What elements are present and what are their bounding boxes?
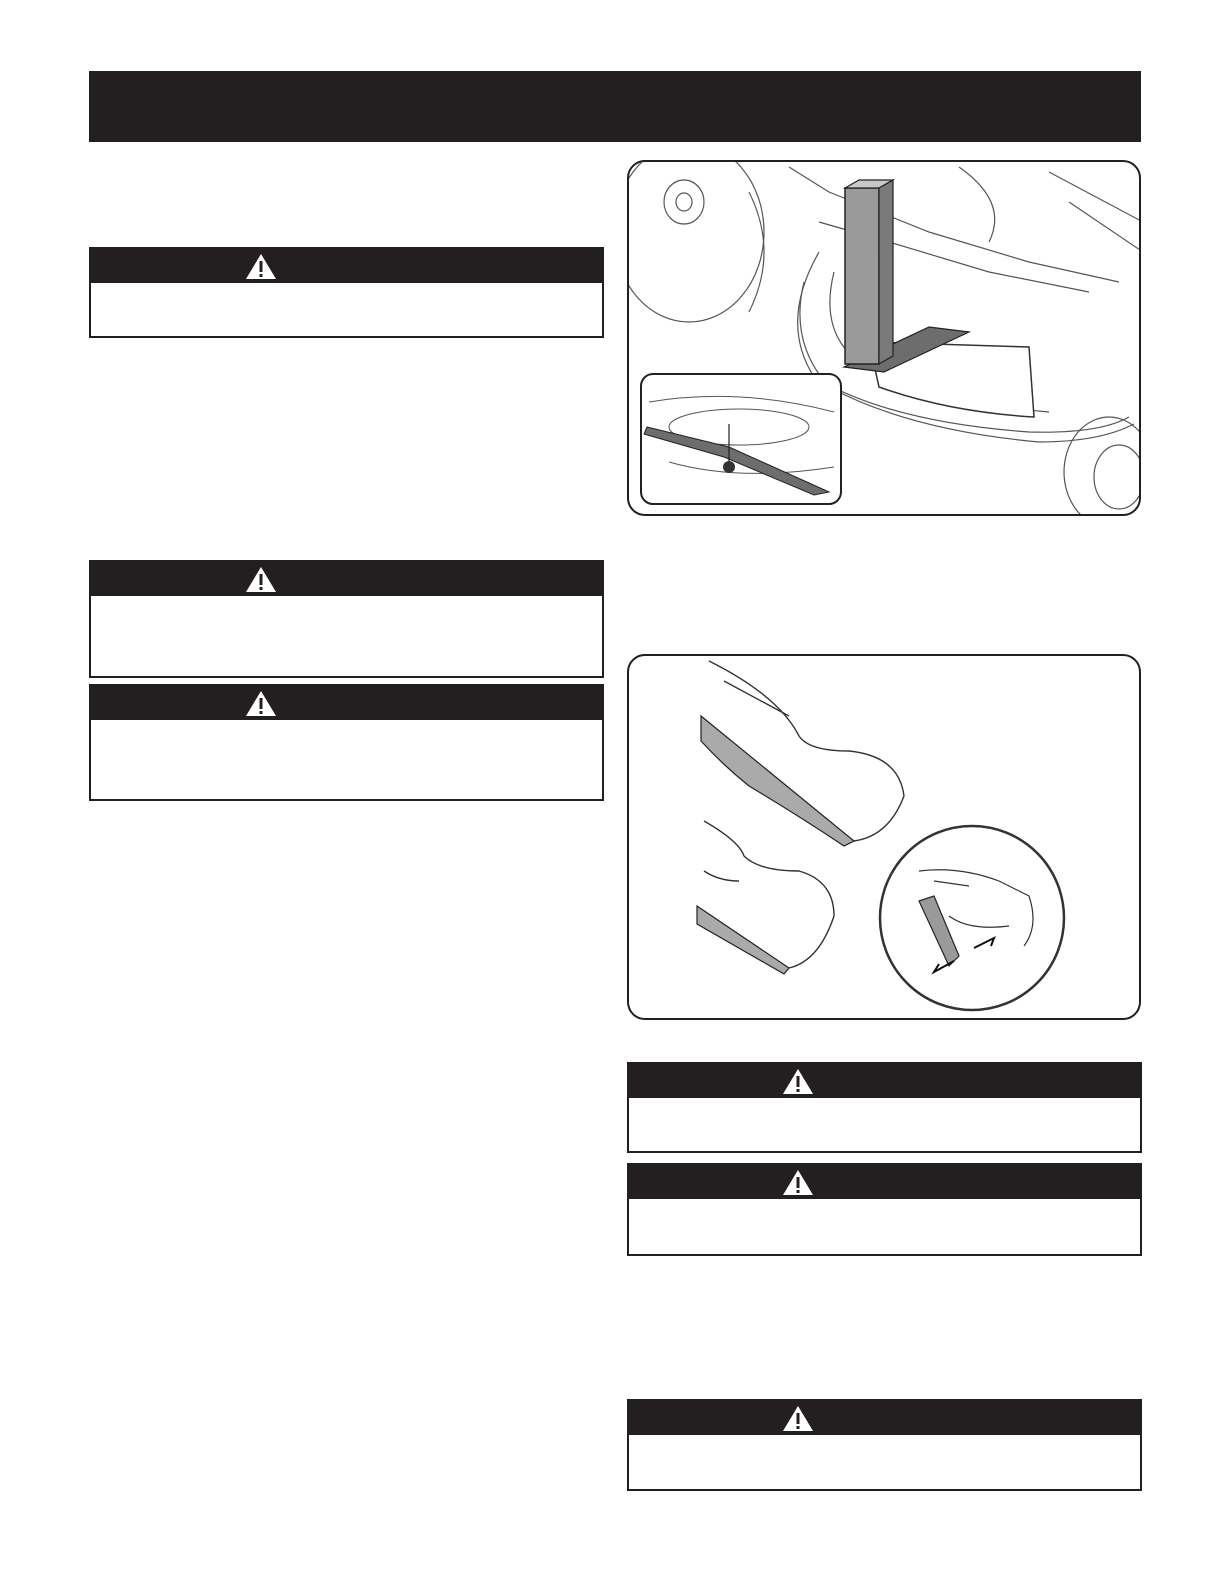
warning-triangle-icon — [245, 690, 277, 717]
blade-wear-sharpening-illustration — [629, 656, 1141, 1020]
warning-box-6 — [627, 1399, 1142, 1491]
warning-box-1 — [89, 247, 604, 338]
warning-box-5 — [627, 1163, 1142, 1256]
warning-header — [629, 1064, 1140, 1098]
warning-box-4 — [627, 1062, 1142, 1153]
warning-header — [91, 249, 602, 283]
warning-header — [91, 686, 602, 720]
warning-triangle-icon — [245, 253, 277, 280]
warning-header — [629, 1401, 1140, 1435]
page-header-bar — [89, 71, 1141, 142]
warning-triangle-icon — [782, 1405, 814, 1432]
blade-removal-illustration — [627, 160, 1141, 516]
mower-deck-blade-block-illustration — [629, 162, 1141, 516]
warning-header — [629, 1165, 1140, 1199]
warning-header — [91, 562, 602, 596]
warning-box-2 — [89, 560, 604, 678]
warning-triangle-icon — [782, 1068, 814, 1095]
warning-triangle-icon — [245, 566, 277, 593]
warning-triangle-icon — [782, 1169, 814, 1196]
warning-box-3 — [89, 684, 604, 801]
blade-wear-illustration — [627, 654, 1141, 1020]
